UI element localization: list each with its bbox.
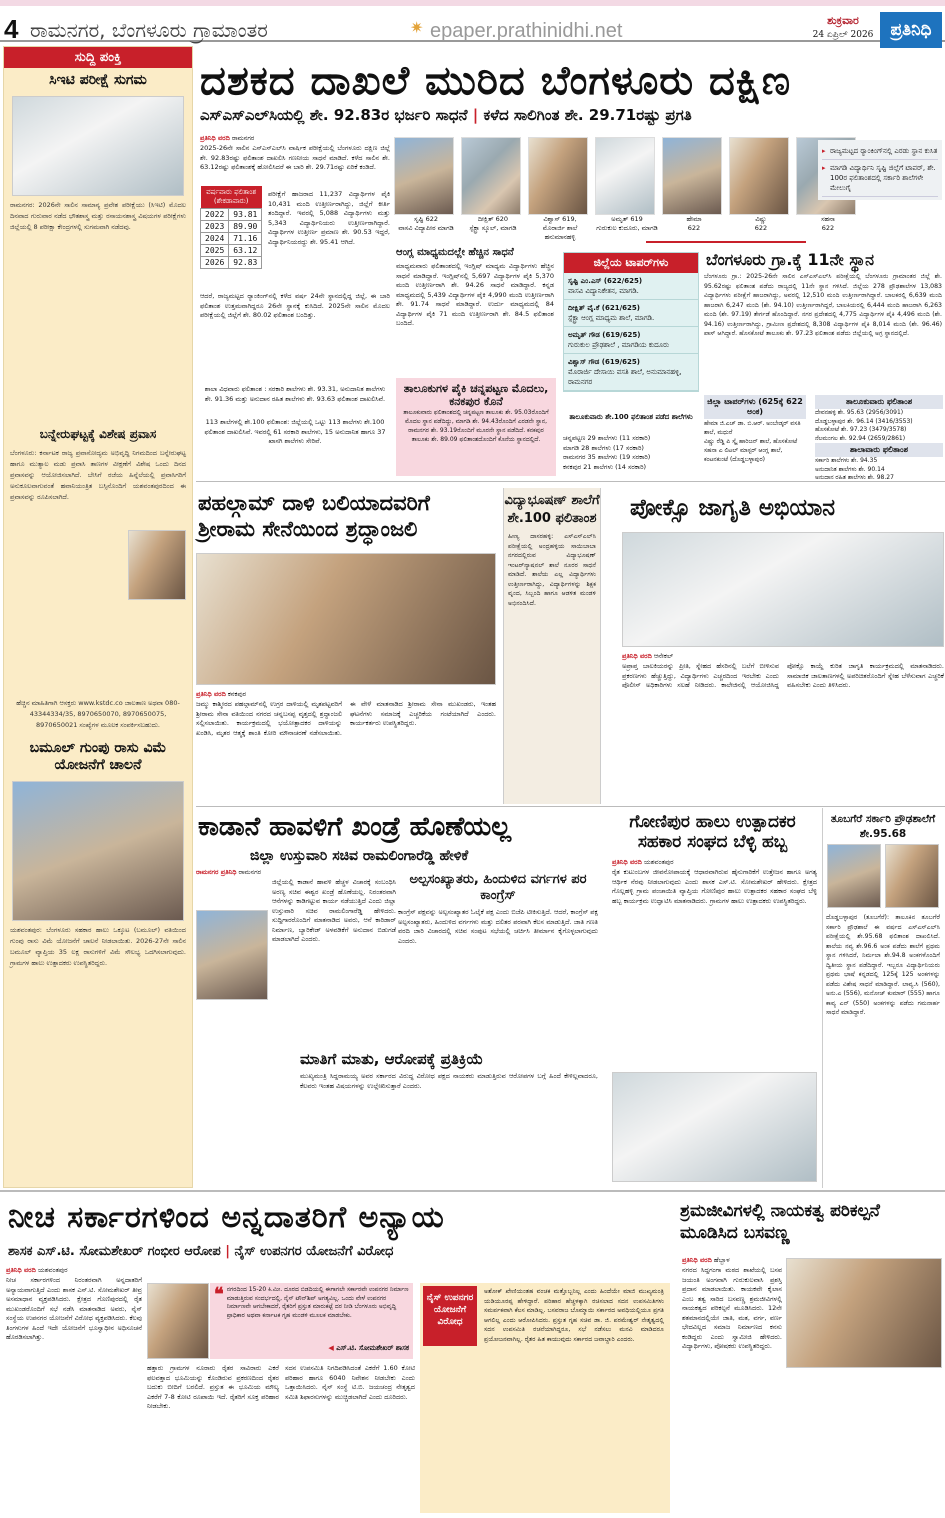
lead-subhead-b: ಕಳೆದ ಸಾಲಿಗಿಂತ ಶೇ. 29.71ರಷ್ಟು ಪ್ರಗತಿ	[483, 106, 692, 124]
rural-topper-item: ಸಹನಾ ಎ ಲಿಟಲ್ ಮಾಸ್ಟರ್ ಆಂಗ್ಲ ಶಾಲೆ, ಕಂಟನಕುಂಟೆ (ದೊಡ್ಡಬಳ್ಳಾಪುರ)	[704, 447, 783, 463]
gonipura-byline-name: ಪ್ರತಿನಿಧಿ ವರದಿ	[612, 858, 642, 866]
bannerghatta-body: ಬೆಂಗಳೂರು: ಕರ್ನಾಟಕ ರಾಜ್ಯ ಪ್ರವಾಸೋದ್ಯಮ ಅಭಿವೃದ್ಧಿ ನಿಗಮದಿಂದ ಬನ್ನೇರುಘಟ್ಟ ಹಾಗೂ ಮುತ್ಯಾಲ ಮಡು ಪ್ರವಾಸಿ ತಾಣಗಳ ವೀಕ್ಷಣೆಗೆ ವಿಶೇಷ ಒಂದು ದಿನದ ಪ್ರವಾಸವನ್ನು ಆಯೋಜಿಸಲಾಗಿದೆ. ಬೇಸಿಗೆ ರಜೆಯ ಹಿನ್ನೆಲೆಯಲ್ಲಿ ಪ್ರವಾಸಿಗರಿಗೆ ಅನುಕೂಲವಾಗುವಂತೆ ಹವಾನಿಯಂತ್ರಿತ ಬಸ್ಸಿನೊಂದಿಗೆ ಯಶವಂತಪುರದಿಂದ ಈ ಪ್ರವಾಸವನ್ನು ರೂಪಿಸಲಾಗಿದೆ.	[10, 448, 186, 501]
student-school: ಗುರುಕುಲ ಕುದೂರು, ಮಾಗಡಿ	[596, 224, 658, 232]
highlight-item: ▸ ಮಾಗಡಿ ವಿದ್ಯಾರ್ಥಿನಿ ಸೃಷ್ಟಿ ಜಿಲ್ಲೆಗೆ ಟಾಪರ್, ಶೇ. 100ರ ಫಲಿತಾಂಶದಲ್ಲಿ ಸರ್ಕಾರಿ ಶಾಲೆಗಳೇ ಮೇಲುಗೈ	[822, 160, 938, 197]
pahalgam-headline	[198, 490, 430, 542]
newspaper-logo: ಪ್ರತಿನಿಧಿ	[880, 12, 942, 48]
school-type-item: ಸರ್ಕಾರಿ ಶಾಲೆಗಳು ಶೇ. 94.35	[815, 457, 878, 464]
divider	[196, 806, 945, 807]
bottom-subhead-b: ನೈಸ್ ಉಪನಗರ ಯೋಜನೆಗೆ ವಿರೋಧ	[234, 1244, 394, 1259]
lead-para-3: ಆದರೆ, ರಾಜ್ಯಮಟ್ಟದ ರ್‍ಯಾಂಕಿಂಗ್‌ನಲ್ಲಿ ಕಳೆದ ವರ್ಷ 24ನೇ ಸ್ಥಾನದಲ್ಲಿದ್ದ ಜಿಲ್ಲೆ, ಈ ಬಾರಿ ಫಲಿತಾಂಶ ಉತ್ತಮವಾಗಿದ್ದರೂ 26ನೇ ಸ್ಥಾನಕ್ಕೆ ಕುಸಿದಿದೆ. 2025ನೇ ಸಾಲಿನ ಮೊದಲ ಪರೀಕ್ಷೆಯಲ್ಲಿ ಜಿಲ್ಲೆಗೆ ಶೇ. 80.02 ಫಲಿತಾಂಶ ಬಂದಿತ್ತು.	[200, 292, 390, 319]
student-school: ಮೊರಾರ್ಜಿ ಶಾಲೆ ಹನುಮಾನಹಳ್ಳಿ	[542, 224, 578, 241]
basavanna-photo	[786, 1258, 942, 1368]
student-card	[528, 137, 592, 247]
pocso-headline: ಪೋಕ್ಸೊ ಜಾಗೃತಿ ಅಭಿಯಾನ	[630, 495, 836, 521]
topper-name: ದೀಕ್ಷಿತ್ ವೈ.ಕೆ (621/625)	[568, 304, 640, 312]
student-name: ಹೇಮಾ	[686, 215, 702, 223]
year-cell: 2023	[201, 221, 229, 233]
student-school: 622	[821, 224, 835, 232]
vidyabhushan-headline: ವಿದ್ಯಾಭೂಷಣ್ ಶಾಲೆಗೆ ಶೇ.100 ಫಲಿತಾಂಶ	[504, 493, 600, 526]
bottom-body-3: ಸದನ ಉಪಸಮಿತಿ ನಿಗದಿಪಡಿಸಿದಂತೆ ಎಕರೆಗೆ 1.60 ಕೋಟಿ ಪರಿಹಾರ ಹಾಗೂ 6040 ನಿವೇಶನ ನೀಡಬೇಕು ಎಂದು ಒತ್ತಾಯಿಸಿದರು. ನೈಸ್ ಸಂಸ್ಥೆ ಟಿ.ಬಿ. ಜಯಚಂದ್ರ ನೇತೃತ್ವದ ಸಮಿತಿ ಶಿಫಾರಸುಗಳನ್ನು ಮುಚ್ಚಿಡಲಾಗಿದೆ ಎಂದು ದೂರಿದರು.	[285, 1364, 415, 1401]
pocso-byline-name: ಪ್ರತಿನಿಧಿ ವರದಿ	[622, 652, 652, 660]
year-cell: 2025	[201, 245, 229, 257]
lead-para-2: ಪರೀಕ್ಷೆಗೆ ಹಾಜರಾದ 11,237 ವಿದ್ಯಾರ್ಥಿಗಳ ಪೈಕಿ 10,431 ಮಂದಿ ಉತ್ತೀರ್ಣರಾಗಿದ್ದು, ಜಿಲ್ಲೆಗೆ ಕೀರ್ತಿ ತಂದಿದ್ದಾರೆ. ಇವರಲ್ಲಿ 5,088 ವಿದ್ಯಾರ್ಥಿಗಳು ಮತ್ತು 5,343 ವಿದ್ಯಾರ್ಥಿನಿಯರು ಉತ್ತೀರ್ಣರಾಗಿದ್ದಾರೆ. ವಿದ್ಯಾರ್ಥಿಗಳ ಉತ್ತೀರ್ಣ ಪ್ರಮಾಣ ಶೇ. 90.53 ಇದ್ದರೆ, ವಿದ್ಯಾರ್ಥಿನಿಯರದ್ದು ಶೇ. 95.41 ಆಗಿದೆ.	[268, 190, 390, 246]
kadaane-dateline: ರಾಮನಗರ	[238, 868, 262, 876]
bamul-body: ಯಶವಂತಪುರ: ಬೆಂಗಳೂರು ಸಹಕಾರ ಹಾಲು ಒಕ್ಕೂಟ (ಬಮೂಲ್) ವತಿಯಿಂದ ಗುಂಪು ರಾಸು ವಿಮೆ ಯೋಜನೆಗೆ ಚಾಲನೆ ನೀಡಲಾಯಿತು. 2026-27ನೇ ಸಾಲಿನ ಬಮೂಲ್ ವ್ಯಾಪ್ತಿಯ 35 ಲಕ್ಷ ರಾಸುಗಳಿಗೆ ವಿಮೆ ಸೌಲಭ್ಯ ಒದಗಿಸಲಾಗುವುದು. ಗ್ರಾಮಗಳ ಹಾಲು ಉತ್ಪಾದಕರು ಉಪಸ್ಥಿತರಿದ್ದರು.	[10, 925, 186, 967]
student-school: ಸ್ಪೆಕ್ಟ್ರಾ ಸ್ಕೂಲ್, ಮಾಗಡಿ	[469, 224, 517, 232]
quote-icon: ❝	[214, 1284, 224, 1305]
pct-cell: 71.16	[229, 233, 262, 245]
pahalgam-byline-name: ಪ್ರತಿನಿಧಿ ವರದಿ	[196, 690, 226, 698]
student-card	[729, 137, 793, 247]
hundred-schools-title: ತಾಲೂಕುವಾರು ಶೇ.100 ಫಲಿತಾಂಶ ಪಡೆದ ಶಾಲೆಗಳು	[569, 413, 693, 421]
topper-school: ಮೊರಾರ್ಜಿ ದೇಸಾಯಿ ವಸತಿ ಶಾಲೆ, ಅನುಮಾನಹಳ್ಳಿ, ರಾಮನಗರ	[568, 368, 682, 386]
cet-photo	[12, 96, 184, 196]
school-type-item: ಅನುದಾನಿತ ಶಾಲೆಗಳು ಶೇ. 90.14	[815, 465, 885, 473]
sidebar-label: ಸುದ್ದಿ ಪಂಕ್ತಿ	[4, 47, 192, 68]
pahalgam-photo	[196, 553, 496, 685]
bottom-body: ನೀಚ ಸರ್ಕಾರಗಳಿಂದ ನಿರಂತರವಾಗಿ ಅನ್ನದಾತರಿಗೆ ಅನ್ಯಾಯವಾಗುತ್ತಿದೆ ಎಂದು ಶಾಸಕ ಎಸ್.ಟಿ. ಸೋಮಶೇಖರ್ ತೀವ್ರ ಅಸಮಾಧಾನ ವ್ಯಕ್ತಪಡಿಸಿದರು. ಕ್ಷೇತ್ರದ ಗೊಣಿಪುರದಲ್ಲಿ ರೈತ ಮುಖಂಡರೊಂದಿಗೆ ಸಭೆ ನಡೆಸಿ ಮಾತನಾಡಿದ ಅವರು, ನೈಸ್ ಸಂಸ್ಥೆಯ ಉಪನಗರ ಯೋಜನೆಗೆ ವಿರೋಧ ವ್ಯಕ್ತಪಡಿಸಿದರು. ಕೆಲವು ತಿಂಗಳುಗಳ ಹಿಂದೆ ಇದೇ ಯೋಜನೆಗೆ ಭೂಸ್ವಾಧೀನ ಅಧಿಸೂಚನೆ ಹೊರಡಿಸಲಾಗಿತ್ತು.	[6, 1276, 142, 1341]
bottom-headline: ನೀಚ ಸರ್ಕಾರಗಳಿಂದ ಅನ್ನದಾತರಿಗೆ ಅನ್ಯಾಯ	[8, 1200, 445, 1235]
tubagere-body: ದೊಡ್ಡಬಳ್ಳಾಪುರ (ತೂಬಗೆರೆ): ತಾಲೂಕಿನ ತೂಬಗೆರೆ ಸರ್ಕಾರಿ ಪ್ರೌಢಶಾಲೆ ಈ ವರ್ಷದ ಎಸ್‌ಎಸ್‌ಎಲ್‌ಸಿ ಪರೀಕ್ಷೆಯಲ್ಲಿ ಶೇ.95.68 ಫಲಿತಾಂಶ ದಾಖಲಿಸಿದೆ. ಶಾಲೆಯ ನವ್ಯ ಶೇ.96.6 ಅಂಕ ಪಡೆದು ಶಾಲೆಗೆ ಪ್ರಥಮ ಸ್ಥಾನ ಗಳಿಸಿದರೆ, ನಿರ್ಮಲಾ ಶೇ.94.8 ಅಂಕಗಳೊಂದಿಗೆ ದ್ವಿತೀಯ ಸ್ಥಾನ ಪಡೆದಿದ್ದಾರೆ. ಇಬ್ಬರೂ ವಿದ್ಯಾರ್ಥಿನಿಯರು ಪ್ರಥಮ ಭಾಷೆ ಕನ್ನಡದಲ್ಲಿ 125ಕ್ಕೆ 125 ಅಂಕಗಳನ್ನು ಪಡೆದು ವಿಶೇಷ ಸಾಧನೆ ಮಾಡಿದ್ದಾರೆ. ಲಾವ್ಯ.ಸಿ (560), ಅನು.ಎ (556), ಮನೋಜ್ ಕುಮಾರ್ (555) ಹಾಗೂ ಕಾವ್ಯ ಎನ್ (550) ಅಂಕಗಳನ್ನು ಪಡೆದು ಗಮನಾರ್ಹ ಸಾಧನೆ ಮಾಡಿದ್ದಾರೆ.	[826, 914, 940, 1016]
school-results: ಶಾಲಾ ವಿಧವಾರು ಫಲಿತಾಂಶ : ಸರಕಾರಿ ಶಾಲೆಗಳು ಶೇ. 93.31, ಅನುದಾನಿತ ಶಾಲೆಗಳು ಶೇ. 91.36 ಮತ್ತು ಅನುದಾನ ರಹಿತ ಶಾಲೆಗಳು ಶೇ. 93.63 ಫಲಿತಾಂಶ ದಾಖಲಿಸಿವೆ.	[204, 385, 386, 403]
topper-name: ವಿಶ್ವಾಸ್ ಗೌಡ (619/625)	[568, 358, 640, 366]
rural-taluk-item: ಹೊಸಕೋಟೆ ಶೇ. 97.23 (3479/3578)	[815, 426, 907, 433]
news-column-sidebar	[3, 46, 193, 1188]
topper-school: ಸ್ಪೆಕ್ಟ್ರಾ ಆಂಗ್ಲ ಮಾಧ್ಯಮ ಶಾಲೆ, ಮಾಗಡಿ.	[568, 314, 655, 322]
pahalgam-body: ಜಮ್ಮು ಕಾಶ್ಮೀರದ ಪಹಲ್ಗಾಮ್‌ನಲ್ಲಿ ಉಗ್ರರ ದಾಳಿಯಲ್ಲಿ ಮೃತಪಟ್ಟವರಿಗೆ ಶ್ರೀರಾಮ ಸೇನಾ ವತಿಯಿಂದ ನಗರದ ಚನ್ನಬಸಪ್ಪ ವೃತ್ತದಲ್ಲಿ ಶ್ರದ್ಧಾಂಜಲಿ ಸಲ್ಲಿಸಲಾಯಿತು. ಕಾರ್ಯಕ್ರಮದಲ್ಲಿ ಭಯೋತ್ಪಾದಕರ ದಾಳಿಯನ್ನು ಖಂಡಿಸಿ, ಮೃತರ ಆತ್ಮಕ್ಕೆ ಶಾಂತಿ ಕೋರಿ ಮೌನಾಚರಣೆ ನಡೆಸಲಾಯಿತು. ಈ ವೇಳೆ ಮಾತನಾಡಿದ ಶ್ರೀರಾಮ ಸೇನಾ ಮುಖಂಡರು, ಇಂತಹ ಘಟನೆಗಳು ಸಮಾಜಕ್ಕೆ ಎಚ್ಚರಿಕೆಯ ಗಂಟೆಯಾಗಿದೆ ಎಂದರು. ಕಾರ್ಯಕರ್ತರು ಉಪಸ್ಥಿತರಿದ್ದರು.	[196, 700, 496, 737]
website-link[interactable]: epaper.prathinidhi.net	[430, 20, 623, 42]
hundred-school-item: ರಾಮನಗರ 35 ಶಾಲೆಗಳು (19 ಸರಕಾರಿ)	[563, 453, 651, 461]
lead-subhead-a: ಎಸ್‌ಎಸ್‌ಎಲ್‌ಸಿಯಲ್ಲಿ ಶೇ. 92.83ರ ಭರ್ಜರಿ ಸಾಧನೆ	[200, 106, 468, 124]
bannerghatta-contact: ಹೆಚ್ಚಿನ ಮಾಹಿತಿಗಾಗಿ ಆಸಕ್ತರು www.kstdc.co ಜಾಲತಾಣ ಅಥವಾ 080-43344334/35, 8970650070, 8970650075, 8970650021 ಸಂಖ್ಯೆಗಳ ಮೂಲಕ ಸಂಪರ್ಕಿಸಬಹುದು.	[16, 698, 180, 729]
minority-body: ಕಾಂಗ್ರೆಸ್ ಪಕ್ಷವನ್ನು ಅಲ್ಪಸಂಖ್ಯಾತರ ಓಲೈಕೆ ಪಕ್ಷ ಎಂದು ಬಿಜೆಪಿ ಟೀಕಿಸುತ್ತಿದೆ. ಆದರೆ, ಕಾಂಗ್ರೆಸ್ ಪಕ್ಷ ಅಲ್ಪಸಂಖ್ಯಾತರು, ಹಿಂದುಳಿದ ವರ್ಗಗಳು ಮತ್ತು ದಲಿತರ ಪರವಾಗಿ ಕೆಲಸ ಮಾಡುತ್ತಿದೆ. ಜಾತಿ ಗಣತಿ ವರದಿ ಜಾರಿ ವಿಚಾರದಲ್ಲಿ ಸಚಿವ ಸಂಪುಟ ಸಭೆಯಲ್ಲಿ ಚರ್ಚಿಸಿ ತೀರ್ಮಾನ ಕೈಗೊಳ್ಳಲಾಗುವುದು ಎಂದರು.	[398, 908, 598, 945]
divider	[196, 481, 945, 482]
nice-label: ನೈಸ್ ಉಪನಗರ ಯೋಜನೆಗೆ ವಿರೋಧ	[423, 1286, 477, 1346]
school-type-item: ಅನುದಾನ ರಹಿತ ಶಾಲೆಗಳು ಶೇ. 98.27	[815, 474, 894, 481]
school-type-title: ಶಾಲಾವಾರು ಫಲಿತಾಂಶ	[815, 443, 943, 457]
gonipura-body: ರೈತ ಕುಟುಂಬಗಳ ಜೀವನೋಪಾಯಕ್ಕೆ ಆಧಾರವಾಗಿರುವ ಹೈನುಗಾರಿಕೆಗೆ ಉತ್ತೇಜನ ಹಾಗೂ ಅಗತ್ಯ ಆರ್ಥಿಕ ನೆರವು ನೀಡಲಾಗುವುದು ಎಂದು ಶಾಸಕ ಎಸ್.ಟಿ. ಸೋಮಶೇಖರ್ ಹೇಳಿದರು. ಕ್ಷೇತ್ರದ ಗೊಲ್ಲಹಳ್ಳಿ ಗ್ರಾಮ ಪಂಚಾಯಿತಿ ವ್ಯಾಪ್ತಿಯ ಗೋಣಿಪುರ ಹಾಲು ಉತ್ಪಾದಕರ ಸಹಕಾರ ಸಂಘದ ಬೆಳ್ಳಿ ಹಬ್ಬ ಕಾರ್ಯಕ್ರಮ ಉದ್ಘಾಟಿಸಿ ಮಾತನಾಡಿದರು. ಗ್ರಾಮಗಳ ಹಾಲು ಉತ್ಪಾದಕರು ಉಪಸ್ಥಿತರಿದ್ದರು.	[612, 868, 817, 905]
student-photo	[595, 137, 655, 215]
gonipura-byline	[612, 858, 817, 868]
kadaane-body: ಜಿಲ್ಲೆಯಲ್ಲಿ ಕಾಡಾನೆ ಹಾವಳಿ ಹೆಚ್ಚಳ ವಿಚಾರಕ್ಕೆ ಸಂಬಂಧಿಸಿ ಅರಣ್ಯ ಸಚಿವ ಈಶ್ವರ ಖಂಡ್ರೆ ಹೊಣೆಯಲ್ಲ. ನಿರಂತರವಾಗಿ ಆನೆಗಳನ್ನು ಕಾಡಿಗಟ್ಟುವ ಕಾರ್ಯ ನಡೆಯುತ್ತಿದೆ ಎಂದು ಜಿಲ್ಲಾ ಉಸ್ತುವಾರಿ ಸಚಿವ ರಾಮಲಿಂಗಾರೆಡ್ಡಿ ಹೇಳಿದರು. ಸುದ್ದಿಗಾರರೊಂದಿಗೆ ಮಾತನಾಡಿದ ಅವರು, ಆನೆ ಕಾರಿಡಾರ್ ನಿರ್ಮಾಣ, ಬ್ಯಾರಿಕೇಡ್ ಅಳವಡಿಕೆಗೆ ಅನುದಾನ ಬಿಡುಗಡೆ ಮಾಡಲಾಗಿದೆ ಎಂದರು.	[272, 878, 396, 943]
topper-item	[564, 327, 698, 354]
hundred-school-item: ಮಾಗಡಿ 28 ಶಾಲೆಗಳು (17 ಸರಕಾರಿ)	[563, 443, 644, 452]
lead-dateline: ರಾಮನಗರ	[231, 134, 255, 142]
rural-taluk-title: ತಾಲೂಕುವಾರು ಫಲಿತಾಂಶ	[815, 395, 943, 409]
hundred-schools-list	[563, 434, 699, 472]
sparkle-icon: ✷	[410, 18, 424, 37]
table-row	[201, 221, 262, 233]
tubagere-photos	[823, 842, 943, 910]
table-row	[201, 245, 262, 257]
student-card	[394, 137, 458, 247]
student-name: ವಿಶ್ವಾಸ್ 619,	[543, 215, 577, 223]
masthead	[0, 8, 945, 42]
english-medium-body: ಮಾಧ್ಯಮವಾರು ಫಲಿತಾಂಶದಲ್ಲಿ ಇಂಗ್ಲಿಷ್ ಮಾಧ್ಯಮ ವಿದ್ಯಾರ್ಥಿಗಳು ಹೆಚ್ಚಿನ ಸಾಧನೆ ಮಾಡಿದ್ದಾರೆ. ಇಂಗ್ಲಿಷ್‌ನಲ್ಲಿ 5,697 ವಿದ್ಯಾರ್ಥಿಗಳ ಪೈಕಿ 5,370 ಮಂದಿ ಉತ್ತೀರ್ಣರಾಗಿ ಶೇ. 94.26 ಸಾಧನೆ ಮಾಡಿದ್ದಾರೆ. ಕನ್ನಡ ಮಾಧ್ಯಮದಲ್ಲಿ 5,439 ವಿದ್ಯಾರ್ಥಿಗಳ ಪೈಕಿ 4,990 ಮಂದಿ ಉತ್ತೀರ್ಣರಾಗಿ ಶೇ. 91.74 ಸಾಧನೆ ಮಾಡಿದ್ದಾರೆ. ಉರ್ದು ಮಾಧ್ಯಮದಲ್ಲಿ 84 ವಿದ್ಯಾರ್ಥಿಗಳ ಪೈಕಿ 71 ಮಂದಿ ಉತ್ತೀರ್ಣರಾಗಿ ಶೇ. 84.5 ಫಲಿತಾಂಶ ಬಂದಿದೆ.	[396, 262, 554, 327]
rural-taluk-box	[815, 395, 943, 483]
bamul-photo	[12, 781, 184, 921]
reaction-title: ಮಾತಿಗೆ ಮಾತು, ಆರೋಪಕ್ಕೆ ಪ್ರತಿಕ್ರಿಯೆ	[300, 1050, 484, 1068]
taluk-box	[396, 378, 556, 476]
bamul-headline: ಬಮೂಲ್ ಗುಂಪು ರಾಸು ವಿಮೆ ಯೋಜನೆಗೆ ಚಾಲನೆ	[29, 739, 167, 773]
quote-text: ನಗರದಿಂದ 15-20 ಕಿ.ಮೀ. ದೂರದ ಬಿಡದಿಯಲ್ಲಿ ಈಗಾಗಲೇ ಸರ್ಕಾರವೇ ಉಪನಗರ ನಿರ್ಮಾಣ ಮಾಡುತ್ತಿರುವ ಸಂದರ್ಭದಲ್ಲಿ, ನೈಸ್ ಟೌನ್‌ಶಿಪ್ ಅಗತ್ಯವಿಲ್ಲ. ಒಂದು ವೇಳೆ ಉಪನಗರ ನಿರ್ಮಾಣವೇ ಆಗಬೇಕಾದರೆ, ರೈತರಿಗೆ ಪ್ರಸ್ತುತ ಮಾರುಕಟ್ಟೆ ದರ ನೀಡಿ ಬೆಂಗಳೂರು ಅಭಿವೃದ್ಧಿ ಪ್ರಾಧಿಕಾರ ಅಥವಾ ಕರ್ನಾಟಕ ಗೃಹ ಮಂಡಳಿ ಮೂಲಕ ಮಾಡಬೇಕು.	[226, 1286, 409, 1319]
year-cell: 2026	[201, 257, 229, 269]
rural-toppers-title: ಜಿಲ್ಲಾ ಟಾಪರ್‌ಗಳು (625ಕ್ಕೆ 622 ಅಂಕ)	[704, 395, 806, 419]
rural-topper-item: ವಿಷ್ಣು ರೆಡ್ಡಿ ಪಿ ಸ್ಕೈ ಹಾರಿಜನ್ ಶಾಲೆ, ಹೊಸಕೋಟೆ	[704, 438, 798, 445]
hundred-school-item: ಚನ್ನಪಟ್ಟಣ 29 ಶಾಲೆಗಳು (11 ಸರಕಾರಿ)	[563, 434, 651, 442]
english-medium-title: ಆಂಗ್ಲ ಮಾಧ್ಯಮದಲ್ಲೇ ಹೆಚ್ಚಿನ ಸಾಧನೆ	[396, 247, 514, 258]
student-card	[461, 137, 525, 247]
kadaane-headline: ಕಾಡಾನೆ ಹಾವಳಿಗೆ ಖಂಡ್ರೆ ಹೊಣೆಯಲ್ಲ	[198, 812, 512, 842]
table-row	[201, 257, 262, 269]
taluk-title: ತಾಲೂಕುಗಳ ಪೈಕಿ ಚನ್ನಪಟ್ಟಣ ಮೊದಲು, ಕನಕಪುರ ಕೊನೆ	[403, 382, 549, 408]
pocso-photo	[622, 532, 944, 647]
nice-body: ಅಶೋಕ್ ಖೇಣಿಯಂತಹ ವಂಚಕ ಮತ್ತೊಬ್ಬನಿಲ್ಲ ಎಂದು ಹಿಂದೆಯೇ ಮಾಜಿ ಮುಖ್ಯಮಂತ್ರಿ ಯಡಿಯೂರಪ್ಪ ಹೇಳಿದ್ದಾರೆ. ಪರಿಹಾರ ಹೆಚ್ಚಳಕ್ಕಾಗಿ ರಚಿಸಲಾದ ಸದನ ಉಪಸಮಿತಿಗಳು ಸಮರ್ಪಕವಾಗಿ ಕೆಲಸ ಮಾಡಿಲ್ಲ. ಬಸವರಾಜ ಬೊಮ್ಮಾಯಿ ಸರ್ಕಾರದ ಅವಧಿಯಲ್ಲಿಯೂ ಪ್ರಗತಿ ಆಗಲಿಲ್ಲ ಎಂದು ಆರೋಪಿಸಿದರು. ಪ್ರಸ್ತುತ ಗೃಹ ಸಚಿವ ಡಾ. ಜಿ. ಪರಮೇಶ್ವರ್ ನೇತೃತ್ವದಲ್ಲಿ ಸದನ ಉಪಸಮಿತಿ ರಚನೆಯಾಗಿದ್ದರೂ, ಸಭೆ ನಡೆಸಲು ಮನವಿ ಮಾಡಿದರೂ ಪ್ರಯೋಜನವಾಗಿಲ್ಲ. ರೈತರ ಹಿತ ಕಾಯುವುದು ಸರ್ಕಾರದ ಜವಾಬ್ದಾರಿ ಎಂದರು.	[484, 1288, 664, 1343]
basavanna-dateline: ಹೆಬ್ಬಾಳ	[713, 1256, 730, 1264]
table-row	[201, 209, 262, 221]
quote-box	[210, 1283, 413, 1359]
rural-taluk-item: ದೊಡ್ಡಬಳ್ಳಾಪುರ ಶೇ. 96.14 (3416/3553)	[815, 417, 913, 425]
triangle-icon: ◀	[328, 1344, 334, 1352]
year-wise-table	[200, 186, 262, 269]
highlight-item: ▸ ರಾಜ್ಯಮಟ್ಟದ ರ್‍ಯಾಂಕಿಂಗ್‌ನಲ್ಲಿ ಎರಡು ಸ್ಥಾನ ಕುಸಿತ	[822, 143, 938, 160]
pahalgam-byline	[196, 690, 496, 700]
basavanna-headline: ಶ್ರಮಜೀವಿಗಳಲ್ಲಿ ನಾಯಕತ್ವ ಪರಿಕಲ್ಪನೆ ಮೂಡಿಸಿದ ಬಸವಣ್ಣ	[680, 1201, 880, 1243]
pct-cell: 63.12	[229, 245, 262, 257]
student-card	[595, 137, 659, 247]
student-photo	[528, 137, 588, 215]
top-color-bar	[0, 0, 945, 6]
highlights-box	[818, 140, 942, 200]
hundred-percent-schools: 113 ಶಾಲೆಗಳಲ್ಲಿ ಶೇ.100 ಫಲಿತಾಂಶ: ಜಿಲ್ಲೆಯಲ್ಲಿ ಒಟ್ಟು 113 ಶಾಲೆಗಳು ಶೇ.100 ಫಲಿತಾಂಶ ದಾಖಲಿಸಿವೆ. ಇವರಲ್ಲಿ 61 ಸರಕಾರಿ ಶಾಲೆಗಳು, 15 ಅನುದಾನಿತ ಹಾಗೂ 37 ಖಾಸಗಿ ಶಾಲೆಗಳು ಸೇರಿವೆ.	[204, 418, 386, 445]
student-photo	[827, 844, 881, 908]
topper-item	[564, 300, 698, 327]
bottom-subhead-a: ಶಾಸಕ ಎಸ್.ಟಿ. ಸೋಮಶೇಖರ್ ಗಂಭೀರ ಆರೋಪ	[8, 1244, 221, 1259]
day-label: ಶುಕ್ರವಾರ	[827, 14, 859, 27]
pocso-byline	[622, 652, 944, 662]
lead-subhead	[200, 106, 692, 124]
red-divider	[646, 241, 806, 243]
somashekar-photo	[147, 1283, 209, 1359]
page-number: 4	[4, 14, 19, 44]
quote-author: ಎಸ್.ಟಿ. ಸೋಮಶೇಖರ್ ಶಾಸಕ	[336, 1344, 409, 1352]
bottom-subhead	[8, 1244, 393, 1259]
topper-item	[564, 273, 698, 300]
bottom-dateline: ಯಶವಂತಪುರ	[37, 1266, 68, 1274]
topper-name: ಸೃಷ್ಟಿ ಎಂ.ಎಸ್ (622/625)	[568, 277, 643, 285]
topper-school: ವಾಸವಿ ವಿದ್ಯಾನಿಕೇತನ, ಮಾಗಡಿ.	[568, 287, 639, 295]
student-name: ಸಹನಾ	[821, 215, 835, 223]
basavanna-byline-name: ಪ್ರತಿನಿಧಿ ವರದಿ	[682, 1256, 712, 1264]
pahalgam-headline-line2: ಶ್ರೀರಾಮ ಸೇನೆಯಿಂದ ಶ್ರದ್ಧಾಂಜಲಿ	[198, 517, 418, 541]
student-photo	[394, 137, 454, 215]
kadaane-subhead: ಜಿಲ್ಲಾ ಉಸ್ತುವಾರಿ ಸಚಿವ ರಾಮಲಿಂಗಾರೆಡ್ಡಿ ಹೇಳಿಕೆ	[250, 848, 469, 864]
bottom-body-2: ಹತ್ತಾರು ಗ್ರಾಮಗಳ ನೂರಾರು ರೈತರ ಸಾವಿರಾರು ಎಕರೆ ಫಲವತ್ತಾದ ಭೂಮಿಯನ್ನು ಕೊಂಡಿರುವ ಪ್ರಕರಣದಿಂದ ರೈತರ ಬದುಕು ಬೀದಿಗೆ ಬರಲಿದೆ. ಪ್ರಸ್ತುತ ಈ ಭೂಮಿಯ ಮೌಲ್ಯ ಎಕರೆಗೆ 7-8 ಕೋಟಿ ರೂಪಾಯಿ ಇದೆ. ರೈತರಿಗೆ ಸೂಕ್ತ ಪರಿಹಾರ ನೀಡಬೇಕು.	[147, 1364, 279, 1410]
student-photo	[662, 137, 722, 215]
pocso-body: ಅಪ್ರಾಪ್ತ ಬಾಲಕಿಯರನ್ನು ಪ್ರೀತಿ, ಸ್ನೇಹದ ಹೆಸರಿನಲ್ಲಿ ಬಲೆಗೆ ಬೀಳಿಸುವ ಪ್ರಕರಣಗಳು ಹೆಚ್ಚುತ್ತಿದ್ದು, ವಿದ್ಯಾರ್ಥಿಗಳು ಎಚ್ಚರದಿಂದ ಇರಬೇಕು ಎಂದು ಪೊಲೀಸ್ ಅಧಿಕಾರಿಗಳು ಸಲಹೆ ನೀಡಿದರು. ಕಾಲೇಜಿನಲ್ಲಿ ಆಯೋಜಿಸಿದ್ದ ಪೋಕ್ಸೊ ಕಾಯ್ದೆ ಕುರಿತ ಜಾಗೃತಿ ಕಾರ್ಯಕ್ರಮದಲ್ಲಿ ಮಾತನಾಡಿದರು. ಸಾಮಾಜಿಕ ಜಾಲತಾಣಗಳಲ್ಲಿ ಅಪರಿಚಿತರೊಂದಿಗೆ ಸ್ನೇಹ ಬೆಳೆಸುವಾಗ ಎಚ್ಚರಿಕೆ ವಹಿಸಬೇಕು ಎಂದು ತಿಳಿಸಿದರು.	[622, 662, 944, 689]
topper-name: ಅಮೃತ್ ಗೌಡ (619/625)	[568, 331, 641, 339]
pct-cell: 92.83	[229, 257, 262, 269]
toppers-title: ಜಿಲ್ಲೆಯ ಟಾಪರ್‌ಗಳು	[564, 253, 698, 273]
student-school: 622	[687, 224, 701, 232]
student-name: ದೀಕ್ಷಿತ್ 620	[477, 215, 509, 223]
taluk-body: ತಾಲೂಕುವಾರು ಫಲಿತಾಂಶದಲ್ಲಿ ಚನ್ನಪಟ್ಟಣ ತಾಲೂಕು ಶೇ. 95.03ರೊಂದಿಗೆ ಮೊದಲ ಸ್ಥಾನ ಪಡೆದಿದ್ದು, ಮಾಗಡಿ ಶೇ. 94.43ರೊಂದಿಗೆ ಎರಡನೇ ಸ್ಥಾನ, ರಾಮನಗರ ಶೇ. 93.19ರೊಂದಿಗೆ ಮೂರನೇ ಸ್ಥಾನ ಪಡೆದಿದೆ. ಕನಕಪುರ ತಾಲೂಕು ಶೇ. 89.09 ಫಲಿತಾಂಶದೊಂದಿಗೆ ಕೊನೆಯ ಸ್ಥಾನದಲ್ಲಿದೆ.	[403, 409, 549, 443]
pct-cell: 89.90	[229, 221, 262, 233]
basavanna-byline	[682, 1256, 782, 1266]
student-school: ವಾಸವಿ ವಿದ್ಯಾಪೀಠ ಮಾಗಡಿ	[398, 224, 454, 232]
bannerghatta-headline: ಬನ್ನೇರುಘಟ್ಟಕ್ಕೆ ವಿಶೇಷ ಪ್ರವಾಸ	[39, 426, 157, 441]
subhead-divider: |	[472, 106, 484, 124]
vidyabhushan-box	[503, 488, 601, 804]
gonipura-headline: ಗೋಣಿಪುರ ಹಾಲು ಉತ್ಪಾದಕರ ಸಹಕಾರ ಸಂಘದ ಬೆಳ್ಳಿ ಹಬ್ಬ	[629, 812, 796, 852]
student-name: ವಿಷ್ಣು	[755, 215, 767, 223]
student-photo-strip	[394, 137, 859, 247]
year-cell: 2022	[201, 209, 229, 221]
reaction-body: ಮುಖ್ಯಮಂತ್ರಿ ಸಿದ್ದರಾಮಯ್ಯ ಅವರ ಸರ್ಕಾರದ ವಿರುದ್ಧ ವಿರೋಧ ಪಕ್ಷದ ನಾಯಕರು ಮಾಡುತ್ತಿರುವ ಆರೋಪಗಳ ಬಗ್ಗೆ ಹಿಂದೆ ಕೇಳಿಲ್ಲವಾದರೂ, ಕೆಲವರು ಇಂತಹ ವಿಷಯಗಳನ್ನು ಉಲ್ಲೇಖಿಸುತ್ತಾರೆ ಎಂದರು.	[300, 1072, 598, 1090]
rural-headline: ಬೆಂಗಳೂರು ಗ್ರಾ.ಕ್ಕೆ 11ನೇ ಸ್ಥಾನ	[706, 250, 874, 269]
tubagere-headline: ತೂಬಗೆರೆ ಸರ್ಕಾರಿ ಪ್ರೌಢಶಾಲೆಗೆ ಶೇ.95.68	[830, 813, 936, 840]
rural-taluk-item: ನೆಲಮಂಗಲ ಶೇ. 92.94 (2659/2861)	[815, 434, 906, 442]
pahalgam-headline-line1: ಪಹಲ್ಗಾಮ್ ದಾಳಿ ಬಲಿಯಾದವರಿಗೆ	[198, 491, 430, 515]
date-label: 24 ಏಪ್ರಿಲ್ 2026	[812, 30, 874, 40]
bottom-byline-name: ಪ್ರತಿನಿಧಿ ವರದಿ	[6, 1266, 36, 1274]
gonipura-photo	[612, 1072, 817, 1182]
student-photo	[885, 844, 939, 908]
vidyabhushan-body: ಹೀಣ್ಯ ದಾಸರಹಳ್ಳಿ: ಎಸ್‌ಎಸ್‌ಎಲ್‌ಸಿ ಪರೀಕ್ಷೆಯಲ್ಲಿ ಅಂದ್ರಹಳ್ಳಿಯ ಸಾಯಿಬಾಬಾ ನಗರದಲ್ಲಿರುವ ವಿದ್ಯಾಭೂಷಣ್ ಇಂಟರ್‌ನ್ಯಾಷನಲ್ ಶಾಲೆ ನೂರರ ಸಾಧನೆ ಮಾಡಿದೆ. ಶಾಲೆಯ ಎಲ್ಲ ವಿದ್ಯಾರ್ಥಿಗಳು ಉತ್ತೀರ್ಣರಾಗಿದ್ದು, ವಿದ್ಯಾರ್ಥಿಗಳನ್ನು ಶಿಕ್ಷಕ ವೃಂದ, ಸಿಬ್ಬಂದಿ ಹಾಗೂ ಆಡಳಿತ ಮಂಡಳಿ ಅಭಿನಂದಿಸಿದೆ.	[508, 533, 596, 607]
butterfly-photo	[128, 530, 186, 600]
topper-school: ಗುರುಕುಲ ಪ್ರೌಢಶಾಲೆ , ಮಾಗಡಿಯ ಕುದೂರು	[568, 341, 670, 349]
pct-cell: 93.81	[229, 209, 262, 221]
section-title: ರಾಮನಗರ, ಬೆಂಗಳೂರು ಗ್ರಾಮಾಂತರ	[30, 18, 268, 42]
divider	[0, 1190, 945, 1192]
cet-headline: ಸಿಇಟಿ ಪರೀಕ್ಷೆ ಸುಗಮ	[49, 72, 147, 88]
lead-byline	[200, 134, 390, 144]
district-toppers-box	[563, 252, 699, 392]
student-photo	[461, 137, 521, 215]
cet-body: ರಾಮನಗರ: 2026ನೇ ಸಾಲಿನ ಸಾಮಾನ್ಯ ಪ್ರವೇಶ ಪರೀಕ್ಷೆಯು (ಸಿಇಟಿ) ಮೊದಲ ದಿನವಾದ ಗುರುವಾರ ನಡೆದ ಭೌತಶಾಸ್ತ್ರ ಮತ್ತು ರಸಾಯನಶಾಸ್ತ್ರ ವಿಷಯಗಳ ಪರೀಕ್ಷೆಗಳು ಜಿಲ್ಲೆಯಲ್ಲಿ 8 ಪರೀಕ್ಷಾ ಕೇಂದ್ರಗಳಲ್ಲಿ ಸುಗಮವಾಗಿ ನಡೆದವು.	[10, 200, 186, 231]
topper-item	[564, 354, 698, 391]
rural-topper-item: ಹೇಮಾ ಜಿ.ಎಚ್ ಡಾ. ಬಿ.ಆರ್. ಅಂಬೇಡ್ಕರ್ ವಸತಿ ಶಾಲೆ, ಮಧುರೆ	[704, 420, 801, 436]
rural-taluk-item: ದೇವನಹಳ್ಳಿ ಶೇ. 95.63 (2956/3091)	[815, 409, 904, 416]
student-school: 622	[754, 224, 768, 232]
minority-title: ಅಲ್ಪಸಂಖ್ಯಾತರು, ಹಿಂದುಳಿದ ವರ್ಗಗಳ ಪರ ಕಾಂಗ್ರೆಸ್	[409, 872, 587, 903]
lead-para-1: 2025-26ನೇ ಸಾಲಿನ ಎಸ್‌ಎಸ್‌ಎಲ್‌ಸಿ ವಾರ್ಷಿಕ ಪರೀಕ್ಷೆಯಲ್ಲಿ ಬೆಂಗಳೂರು ದಕ್ಷಿಣ ಜಿಲ್ಲೆ ಶೇ. 92.83ರಷ್ಟು ಫಲಿತಾಂಶ ದಾಖಲಿಸಿ ಗಣನೀಯ ಸಾಧನೆ ಮಾಡಿದೆ. ಕಳೆದ ಸಾಲಿನ ಶೇ. 63.12ರಷ್ಟು ಫಲಿತಾಂಶಕ್ಕೆ ಹೋಲಿಸಿದರೆ ಈ ಬಾರಿ ಶೇ. 29.71ರಷ್ಟು ಏರಿಕೆ ಕಂಡಿದೆ.	[200, 144, 390, 171]
table-row	[201, 233, 262, 245]
student-name: ಅಮೃತ್ 619	[611, 215, 643, 223]
student-photo	[729, 137, 789, 215]
rural-toppers-box	[704, 395, 806, 464]
kadaane-byline	[196, 868, 396, 878]
rural-body: ಬೆಂಗಳೂರು ಗ್ರಾ.: 2025-26ನೇ ಸಾಲಿನ ಎಸ್‌ಎಸ್‌ಎಲ್‌ಸಿ ಪರೀಕ್ಷೆಯಲ್ಲಿ ಬೆಂಗಳೂರು ಗ್ರಾಮಾಂತರ ಜಿಲ್ಲೆ ಶೇ. 95.62ರಷ್ಟು ಫಲಿತಾಂಶ ಪಡೆದು ರಾಜ್ಯದಲ್ಲಿ 11ನೇ ಸ್ಥಾನ ಗಳಿಸಿದೆ. ಜಿಲ್ಲೆಯ 278 ಪ್ರೌಢಶಾಲೆಗಳ 13,083 ವಿದ್ಯಾರ್ಥಿಗಳು ಪರೀಕ್ಷೆಗೆ ಹಾಜರಾಗಿದ್ದು, ಅವರಲ್ಲಿ 12,510 ಮಂದಿ ಉತ್ತೀರ್ಣರಾಗಿದ್ದಾರೆ. ಬಾಲಕರಲ್ಲಿ 6,639 ಮಂದಿ ಹಾಜರಾಗಿ 6,247 ಮಂದಿ (ಶೇ. 94.10) ಉತ್ತೀರ್ಣರಾಗಿದ್ದರೆ, ಬಾಲಕಿಯರಲ್ಲಿ 6,444 ಮಂದಿ ಹಾಜರಾಗಿ 6,263 ಮಂದಿ (ಶೇ. 97.19) ತೇರ್ಗಡೆ ಹೊಂದಿದ್ದಾರೆ. ನಗರ ಪ್ರದೇಶದಲ್ಲಿ 4,775 ವಿದ್ಯಾರ್ಥಿಗಳ ಪೈಕಿ 4,496 ಮಂದಿ (ಶೇ. 94.16) ಉತ್ತೀರ್ಣರಾಗಿದ್ದು, ಗ್ರಾಮೀಣ ಪ್ರದೇಶದಲ್ಲಿ 8,308 ವಿದ್ಯಾರ್ಥಿಗಳ ಪೈಕಿ 8,014 ಮಂದಿ (ಶೇ. 96.46) ಪಾಸ್ ಆಗಿದ್ದಾರೆ. ಹೊಸಕೋಟೆ ತಾಲೂಕು ಶೇ. 97.23 ಫಲಿತಾಂಶ ಪಡೆದು ಜಿಲ್ಲೆಯಲ್ಲಿ ಅಗ್ರ ಸ್ಥಾನದಲ್ಲಿದೆ.	[704, 273, 942, 337]
pocso-dateline: ಆನೇಕಲ್	[653, 652, 674, 660]
kadaane-byline-name: ರಾಮನಗರ ಪ್ರತಿನಿಧಿ	[196, 868, 237, 876]
basavanna-body: ನಗರದ ಸಿದ್ದಗಂಗಾ ಮಠದ ಶಾಖೆಯಲ್ಲಿ ಬಸವ ಜಯಂತಿ ಅಂಗವಾಗಿ ಗುರುಕುಲವಾಸಿ ಪ್ರಶಸ್ತಿ ಪ್ರದಾನ ಮಾಡಲಾಯಿತು. ಕಾಯಕವೇ ಕೈಲಾಸ ಎಂಬ ತತ್ವ ಸಾರಿದ ಬಸವಣ್ಣ ಶ್ರಮಜೀವಿಗಳಲ್ಲಿ ನಾಯಕತ್ವದ ಪರಿಕಲ್ಪನೆ ಮೂಡಿಸಿದರು. 12ನೇ ಶತಮಾನದಲ್ಲಿಯೇ ಜಾತಿ, ಮತ, ವರ್ಗ, ವರ್ಣ ಭೇದವಿಲ್ಲದ ಸಮಾಜ ನಿರ್ಮಾಣದ ಕನಸು ಕಂಡಿದ್ದರು ಎಂದು ಸ್ವಾಮೀಜಿ ಹೇಳಿದರು. ವಿದ್ಯಾರ್ಥಿಗಳು, ಪೋಷಕರು ಉಪಸ್ಥಿತರಿದ್ದರು.	[682, 1266, 782, 1350]
bottom-byline	[6, 1266, 142, 1276]
pahalgam-dateline: ಕನಕಪುರ	[227, 690, 247, 698]
lead-headline: ದಶಕದ ದಾಖಲೆ ಮುರಿದ ಬೆಂಗಳೂರು ದಕ್ಷಿಣ	[200, 58, 792, 104]
hundred-school-item: ಕನಕಪುರ 21 ಶಾಲೆಗಳು (14 ಸರಕಾರಿ)	[563, 462, 647, 471]
subhead-divider: |	[225, 1244, 235, 1259]
student-name: ಸೃಷ್ಟಿ 622	[414, 215, 438, 223]
year-cell: 2024	[201, 233, 229, 245]
year-table-title: ವರ್ಷವಾರು ಫಲಿತಾಂಶ (ಶೇಕಡಾವಾರು)	[201, 186, 262, 209]
student-card	[662, 137, 726, 247]
nice-box	[420, 1283, 670, 1513]
gonipura-dateline: ಯಶವಂತಪುರ	[643, 858, 674, 866]
tubagere-box	[822, 808, 943, 1188]
lead-byline-name: ಪ್ರತಿನಿಧಿ ವರದಿ	[200, 134, 230, 142]
